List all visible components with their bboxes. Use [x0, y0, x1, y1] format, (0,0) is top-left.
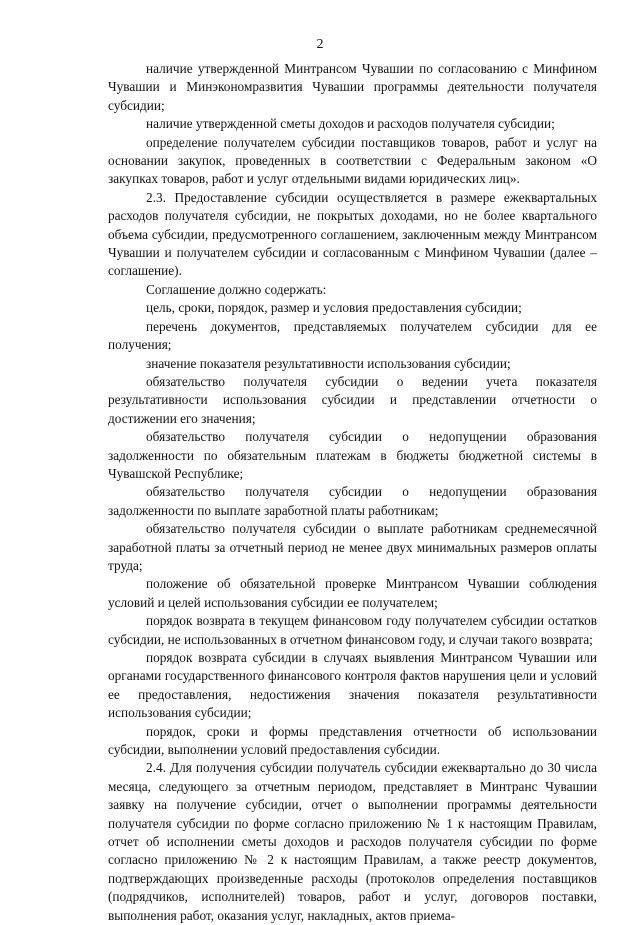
paragraph-4: 2.3. Предоставление субсидии осуществляется в размере ежеквартальных расходов получателя субсидии, не покрытых доходами, но не более квартального объема субсидии, предусмотренного соглашением, заключенным между Минтрансом Чувашии и получателем субсидии и согласованным с Минфином Чувашии (далее – соглашение). — [108, 189, 597, 279]
paragraph-13: положение об обязательной проверке Минтрансом Чувашии соблюдения условий и целей использования субсидии ее получателем; — [108, 576, 597, 610]
paragraph-9: обязательство получателя субсидии о ведении учета показателя результативности использования субсидии и представлении отчетности о достижении его значения; — [108, 373, 597, 426]
paragraph-3: определение получателем субсидии поставщиков товаров, работ и услуг на основании закупок, проведенных в соответствии с Федеральным законом «О закупках товаров, работ и услуг отдельными видами юридических лиц». — [108, 134, 597, 187]
paragraph-15: порядок возврата субсидии в случаях выявления Минтрансом Чувашии или органами государственного финансового контроля фактов нарушения цели и условий ее предоставления, недостижения значения показателя результативности использования субсидии; — [108, 650, 597, 721]
paragraph-11: обязательство получателя субсидии о недопущении образования задолженности по выплате заработной платы работникам; — [108, 484, 597, 518]
document-body — [108, 60, 597, 925]
paragraph-14: порядок возврата в текущем финансовом году получателем субсидии остатков субсидии, не использованных в отчетном финансовом году, и случаи такого возврата; — [108, 613, 597, 647]
paragraph-16: порядок, сроки и формы представления отчетности об использовании субсидии, выполнении условий предоставления субсидии. — [108, 723, 597, 758]
paragraph-5: Соглашение должно содержать: — [146, 281, 327, 297]
paragraph-7: перечень документов, представляемых получателем субсидии для ее получения; — [108, 318, 597, 353]
paragraph-8: значение показателя результативности использования субсидии; — [146, 355, 511, 371]
paragraph-12: обязательство получателя субсидии о выплате работникам среднемесячной заработной платы за отчетный период не менее двух минимальных размеров оплаты труда; — [108, 521, 597, 573]
paragraph-2: наличие утвержденной сметы доходов и расходов получателя субсидии; — [146, 116, 555, 132]
paragraph-6: цель, сроки, порядок, размер и условия предоставления субсидии; — [146, 300, 522, 316]
paragraph-10: обязательство получателя субсидии о недопущении образования задолженности по обязательным платежам в бюджеты бюджетной системы в Чувашской Республике; — [108, 429, 597, 481]
paragraph-17: 2.4. Для получения субсидии получатель субсидии ежеквартально до 30 числа месяца, следующего за отчетным периодом, представляет в Минтранс Чувашии заявку на получение субсидии, отчет о выполнении программы деятельности получателя субсидии по форме согласно приложению № 1 к настоящим Правилам, отчет об исполнении сметы доходов и расходов получателя субсидии по форме согласно приложению № 2 к настоящим Правилам, а также реестр документов, подтверждающих произведенные расходы (протоколов определения поставщиков (подрядчиков, исполнителей) товаров, работ и услуг, договоров поставки, выполнения работ, оказания услуг, накладных, актов приема- — [108, 760, 597, 923]
paragraph-1: наличие утвержденной Минтрансом Чувашии по согласованию с Минфином Чувашии и Минэкономразвития Чувашии программы деятельности получателя субсидии; — [108, 61, 597, 113]
page-number: 2 — [316, 37, 324, 52]
